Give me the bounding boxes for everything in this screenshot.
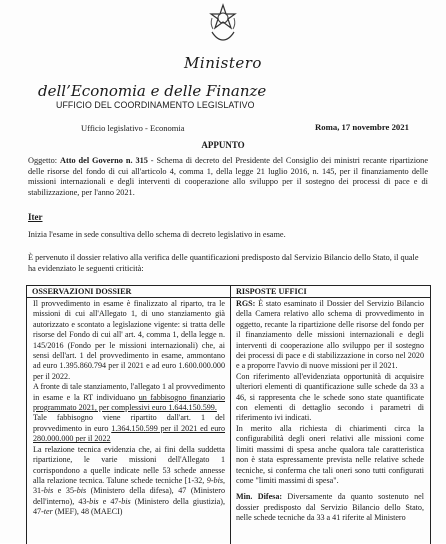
table-header-risposte: RISPOSTE UFFICI (236, 287, 307, 296)
osservazione-paragraph (33, 382, 225, 413)
document-type-title: APPUNTO (201, 140, 245, 150)
osservazione-paragraph (33, 413, 225, 444)
oggetto-atto: Atto del Governo n. 315 (59, 156, 148, 165)
ufficio-label: Ufficio legislativo - Economia (81, 123, 185, 133)
risposta-text: Diversamente da quanto sostenuto nel dossier predisposto dal Servizio Bilancio dello Stato, nelle schede tecniche da 33 a 41 riferite al Ministero (236, 492, 424, 523)
osservazione-italic-text: bis (43, 486, 54, 496)
risposta-label-rgs: RGS: (236, 299, 256, 308)
risposta-paragraph (236, 492, 424, 523)
osservazione-text: (Ministero della difesa), 47 (Ministero dell'interno), 43- (33, 486, 225, 506)
oggetto-label: Oggetto: (28, 156, 60, 165)
osservazioni-cell (33, 299, 225, 518)
observations-table (26, 285, 431, 544)
iter-paragraph-2: È pervenuto il dossier relativo alla verifica delle quantificazioni predisposto dal Servizio Bilancio dello Stato, il quale ha evidenziato le seguenti criticità: (28, 253, 419, 273)
table-column-divider (230, 286, 231, 544)
office-name: UFFICIO DEL COORDINAMENTO LEGISLATIVO (56, 100, 255, 110)
iter-paragraph-1: Inizia l'esame in sede consultiva dello schema di decreto legislativo in esame. (28, 230, 286, 239)
italian-republic-emblem-icon (207, 2, 239, 42)
oggetto-text: - Schema di decreto del Presidente del Consiglio dei ministri recante ripartizione delle risorse del fondo di cui all'articolo 4, comma 1, della legge 21 luglio 2016, n. 145, per il finanziamento delle missioni internazionali e degli interventi di cooperazione allo sviluppo per il sostegno dei processi di pace e di stabilizzazione, per l'anno 2021. (28, 156, 428, 197)
oggetto-paragraph (28, 156, 428, 198)
osservazione-underlined-text: un fabbisogno finanziario programmato 2021, per complessivi euro 1.644.150.599. (33, 392, 226, 413)
osservazione-text: , 31- (33, 475, 225, 496)
risposta-text: È stato esaminato il Dossier del Servizio Bilancio della Camera relativo allo schema di provvedimento in oggetto, recante la ripartizione delle risorse del fondo per il finanziamento delle missioni internazionali e degli interventi di cooperazione allo sviluppo per il sostegno dei processi di pace e di stabilizzazione in corso nel 2020 e a proporre l'avvio di nuove missioni per il 2021. (236, 299, 424, 371)
risposta-paragraph: In merito alla richiesta di chiarimenti circa la configurabilità degli oneri relativi alle missioni come limiti massimi di spesa anche qualora tale caratteristica non è stata espressamente prevista nelle relative schede tecniche, si conferma che tali oneri sono tutti configurati come "limiti massimi di spesa". (236, 423, 424, 485)
osservazione-text: (Ministero della giustizia), 47- (33, 496, 225, 517)
risposte-cell (236, 299, 424, 524)
risposta-label-difesa: Min. Difesa: (236, 492, 283, 502)
osservazione-paragraph: Il provvedimento in esame è finalizzato al riparto, tra le missioni di cui all'Allegato 1, di uno stanziamento già autorizzato e scontato a legislazione vigente: si tratta delle risorse del Fondo di cui all' art. 4, comma 1, della legge n. 145/2016 (Fondo per le missioni internazionali) che, ai sensi dell'art. 1 del provvedimento in esame, ammontano ad euro 1.395.860.794 per il 2021 e ad euro 1.600.000.000 per il 2022. (33, 299, 225, 381)
osservazione-italic-text: bis (121, 496, 131, 506)
osservazione-text: (MEF), 48 (MAECI) (52, 507, 123, 517)
osservazione-italic-text: ter (43, 507, 53, 517)
ministry-name-line1: Ministero (184, 54, 262, 72)
osservazione-text: A fronte di tale stanziamento, l'allegato 1 al provvedimento in esame e la RT individuano (33, 382, 225, 402)
osservazione-underlined-text: 1.364.150.599 per il 2021 ed euro 280.000.000 per il 2022 (33, 423, 226, 444)
osservazione-italic-text: bis (89, 496, 99, 506)
document-date: Roma, 17 novembre 2021 (315, 122, 409, 132)
table-header-osservazioni: OSSERVAZIONI DOSSIER (32, 287, 132, 296)
table-header-rule (27, 297, 430, 298)
risposta-paragraph (236, 299, 424, 372)
risposta-paragraph: Con riferimento all'evidenziata opportunità di acquisire ulteriori elementi di quantificazione sulle schede da 33 a 46, si rappresenta che le schede sono state quantificate con elementi di dettaglio secondo i parametri di riferimento ivi indicati. (236, 371, 424, 423)
osservazione-text: e 35- (53, 486, 77, 496)
osservazione-italic-text: 9-bis (206, 475, 223, 485)
osservazione-text: Tale fabbisogno viene ripartito dall'art. 1 del provvedimento in euro (33, 413, 225, 433)
osservazione-italic-text: bis (76, 486, 87, 496)
osservazione-paragraph (33, 445, 225, 518)
iter-heading: Iter (28, 212, 43, 222)
osservazione-text: La relazione tecnica evidenzia che, ai fini della suddetta ripartizione, le varie missioni dell'Allegato 1 corrispondono a quelle indicate nelle 53 schede annesse alla relazione tecnica. Talune schede tecniche [1-32, (33, 444, 225, 485)
osservazione-text: e 47- (98, 496, 122, 506)
ministry-name-line2: dell’Economia e delle Finanze (38, 82, 267, 100)
